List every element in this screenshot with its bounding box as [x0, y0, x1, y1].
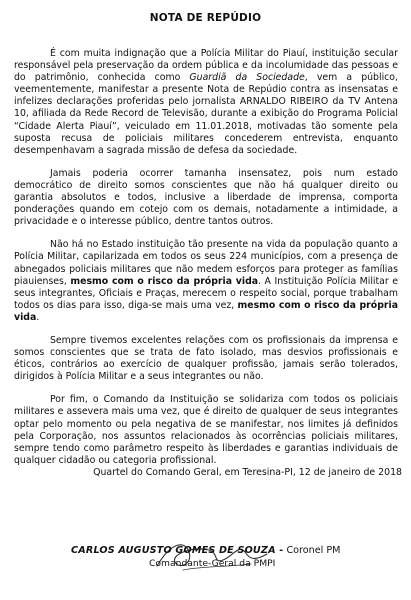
paragraph-3 [14, 239, 398, 324]
paragraph-3-text-a: Não há no Estado instituição tão presente na vida da população quanto a Polícia Militar, capilarizada em todos os seus 224 municípios, com a presença de abnegados policiais militares que não medem esforços para proteger as famílias piauienses, [14, 239, 398, 287]
emphasis-risk-2: mesmo com o risco da própria vida [14, 299, 398, 323]
paragraph-3-text-e: . [36, 311, 40, 323]
document-body [14, 48, 398, 467]
paragraph-4: Sempre tivemos excelentes relações com os profissionais da imprensa e somos conscientes que se trata de fato isolado, mas desvios profissionais e éticos, contrários ao exercício de qualquer profissão, jamais serão tolerados, dirigidos à Polícia Militar e a seus integrantes ou não. [14, 334, 398, 383]
paragraph-3-text-c: . A Instituição Polícia Militar e seus integrantes, Oficiais e Praças, merecem o respeito social, porque trabalham todos os dias para isso, diga-se mais uma vez, [14, 275, 398, 311]
signatory-role: Comandante-Geral da PMPI [149, 558, 276, 569]
signatory-rank: Coronel PM [283, 545, 341, 556]
signatory-line [71, 545, 340, 556]
paragraph-1 [14, 48, 398, 157]
guardia-phrase: Guardiã da Sociedade [189, 72, 305, 84]
paragraph-1-text-a: É com muita indignação que a Polícia Militar do Piauí, instituição secular responsável pela preservação da ordem pública e da incolumidade das pessoas e do patrimônio, conhecida como [14, 48, 398, 84]
document-title: NOTA DE REPÚDIO [149, 12, 262, 24]
signature-block [71, 545, 371, 595]
closing-place-date: Quartel do Comando Geral, em Teresina-PI, 12 de janeiro de 2018 [93, 467, 402, 478]
emphasis-risk-1: mesmo com o risco da própria vida [70, 275, 259, 287]
paragraph-2: Jamais poderia ocorrer tamanha insensatez, pois num estado democrático de direito somos conscientes que não há qualquer direito ou garantia absolutos e todos, inclusive a liberdade de imprensa, comporta ponderações quando em cotejo com os demais, notadamente a intimidade, a privacidade e o interesse público, dentre tantos outros. [14, 167, 398, 228]
signatory-name: CARLOS AUGUSTO GOMES DE SOUZA - [71, 545, 284, 556]
handwritten-signature [153, 536, 273, 576]
paragraph-1-text-c: , vem a público, veementemente, manifestar a presente Nota de Repúdio contra as insensatas e infelizes declarações proferidas pelo jornalista ARNALDO RIBEIRO da TV Antena 10, afiliada da Rede Record de Televisão, durante a exibição do Programa Policial “Cidade Alerta Piauí”, veiculado em 11.01.2018, motivadas tão somente pela suposta recusa de policiais militares concederem entrevista, enquanto desempenhavam a sagrada missão de defesa da sociedade. [14, 72, 398, 156]
paragraph-5: Por fim, o Comando da Instituição se solidariza com todos os policiais militares e assevera mais uma vez, que é direito de qualquer de seus integrantes optar pelo momento ou pela negativa de se manifestar, nos limites já definidos pela Corporação, nos assuntos relacionados às ocorrências policiais militares, sempre tendo como parâmetro respeito às liberdades e garantias individuais de qualquer cidadão ou categoria profissional. [14, 394, 398, 466]
